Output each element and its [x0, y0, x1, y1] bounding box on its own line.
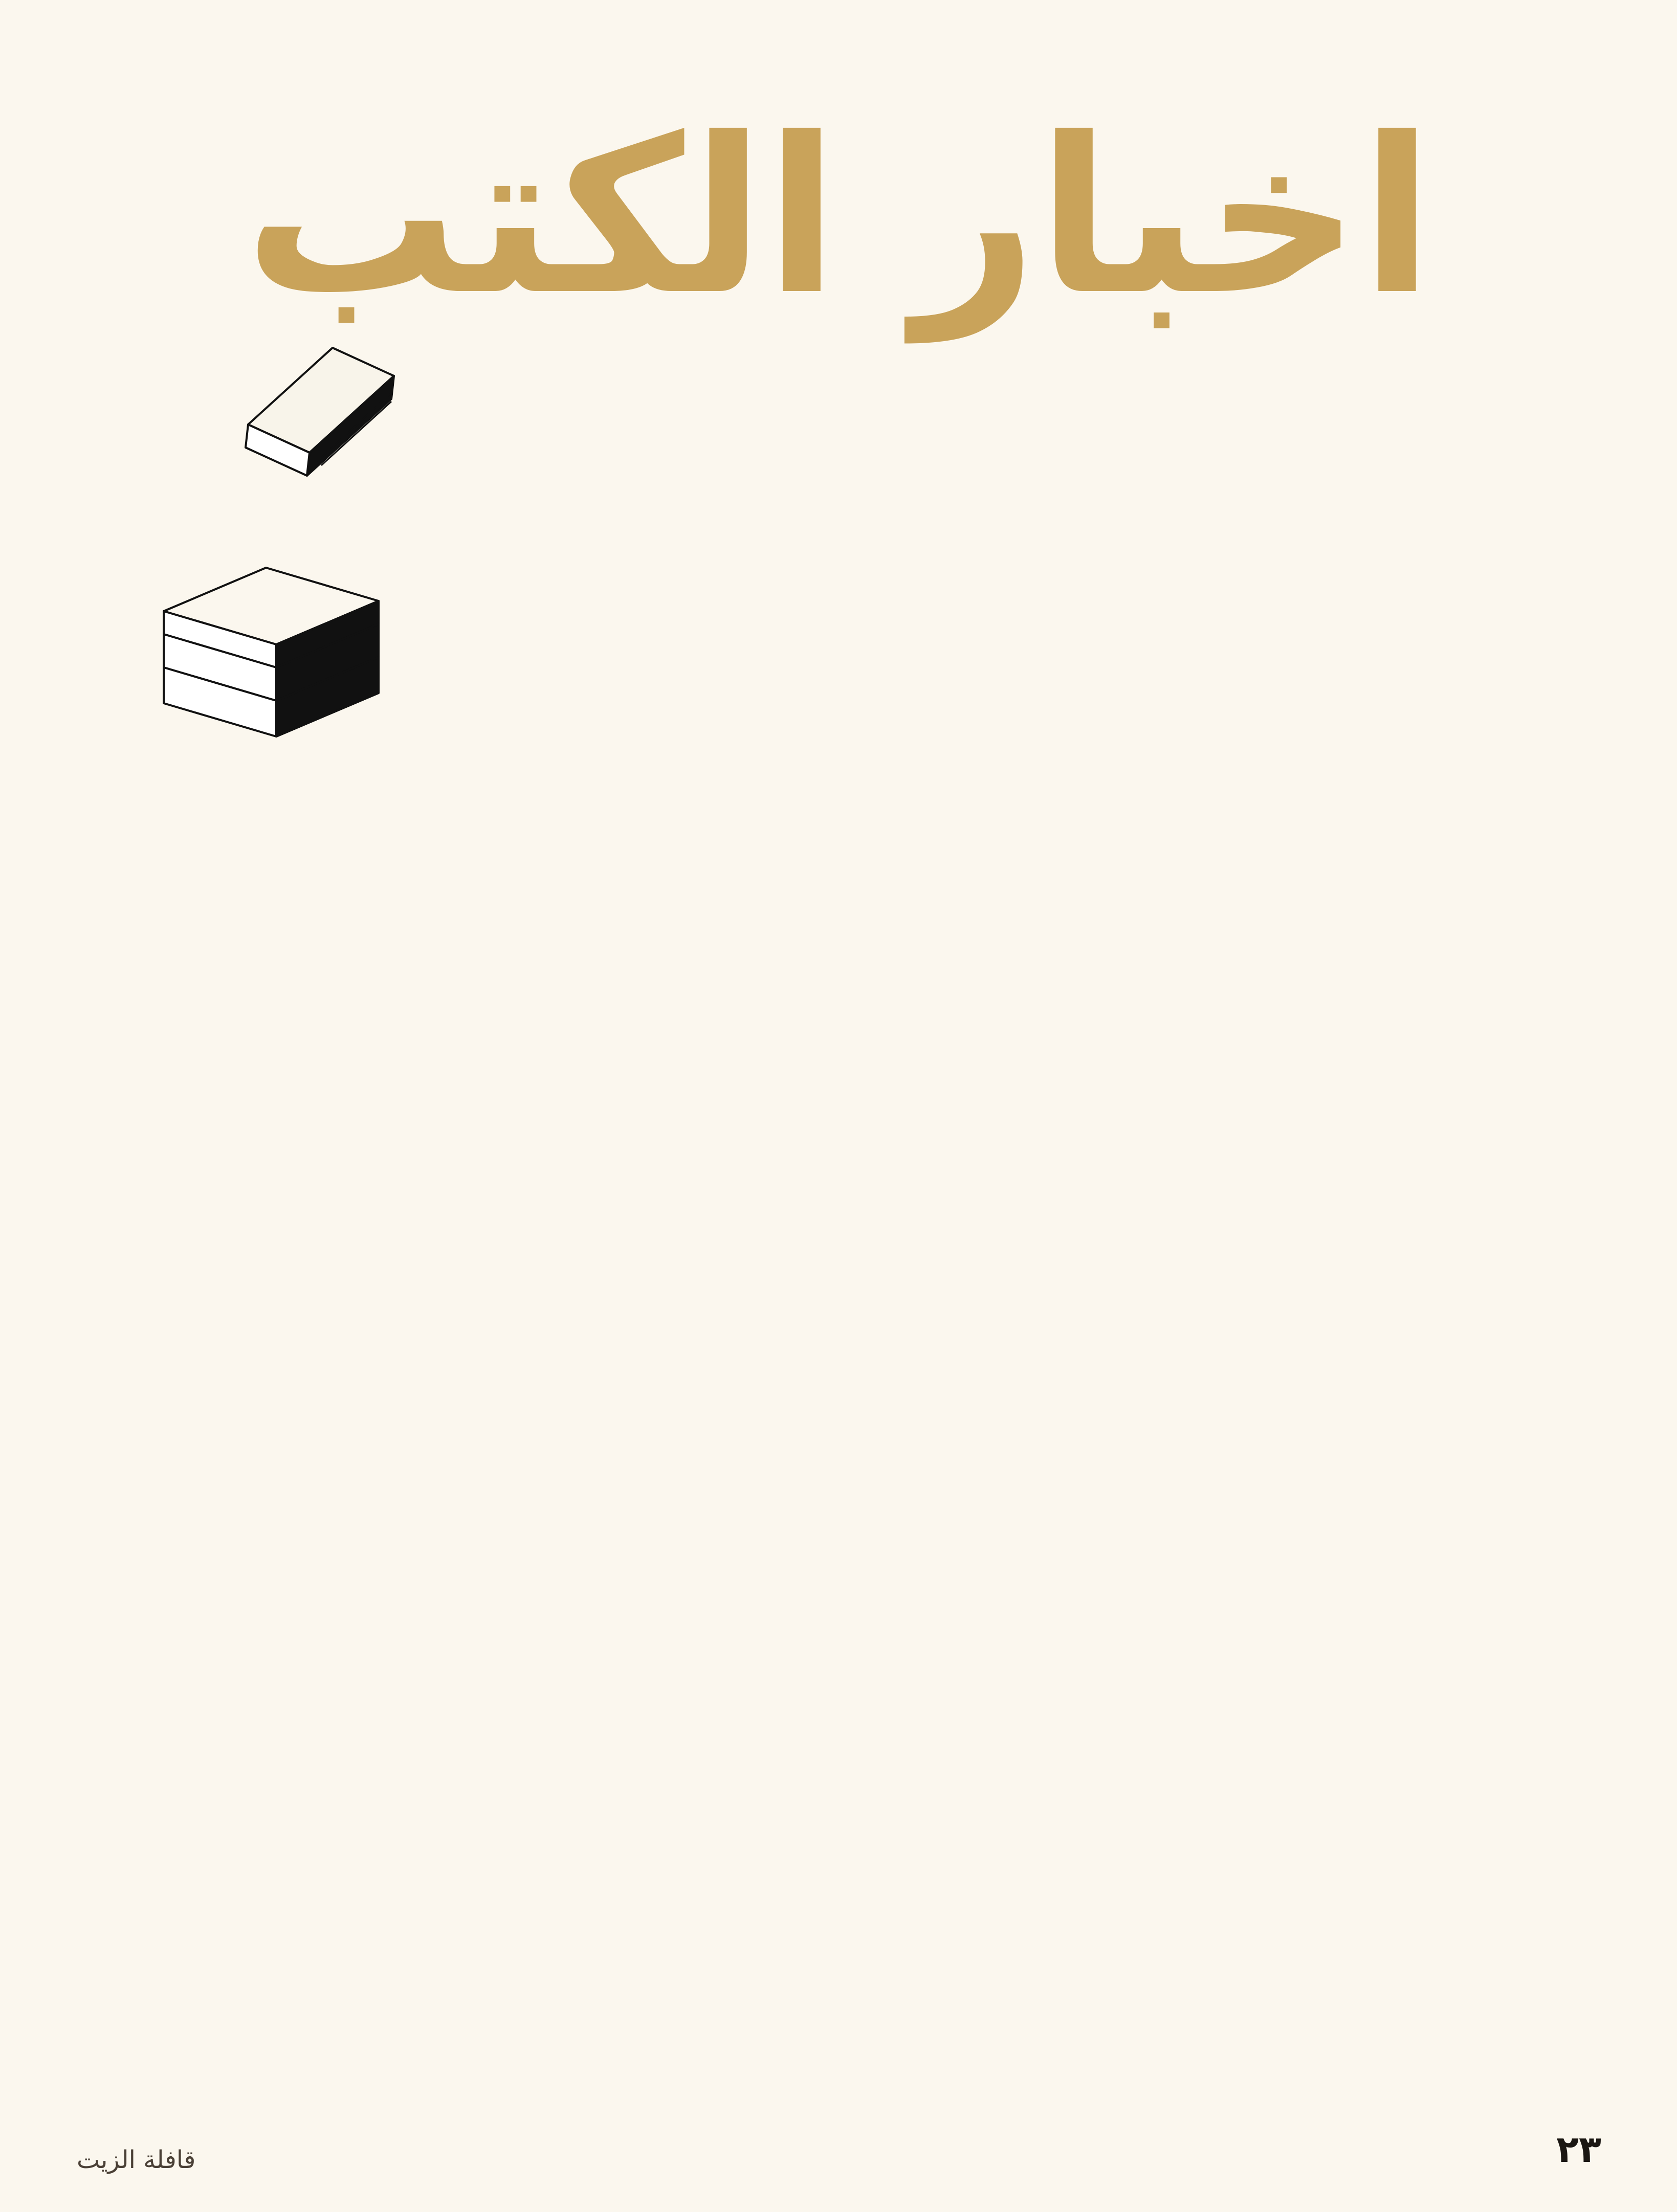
stacked-books-icon [138, 563, 420, 777]
article-columns [77, 821, 1601, 2125]
column-2-text [614, 821, 1064, 2125]
page-title: اخبار الكتب [244, 92, 1434, 342]
book-icon [220, 327, 420, 511]
magazine-masthead: قافلة الزيت [77, 2146, 196, 2174]
column-3-text [77, 821, 527, 2125]
column-1-text [1151, 821, 1601, 2125]
page-number: ٢٣ [1556, 2128, 1601, 2171]
